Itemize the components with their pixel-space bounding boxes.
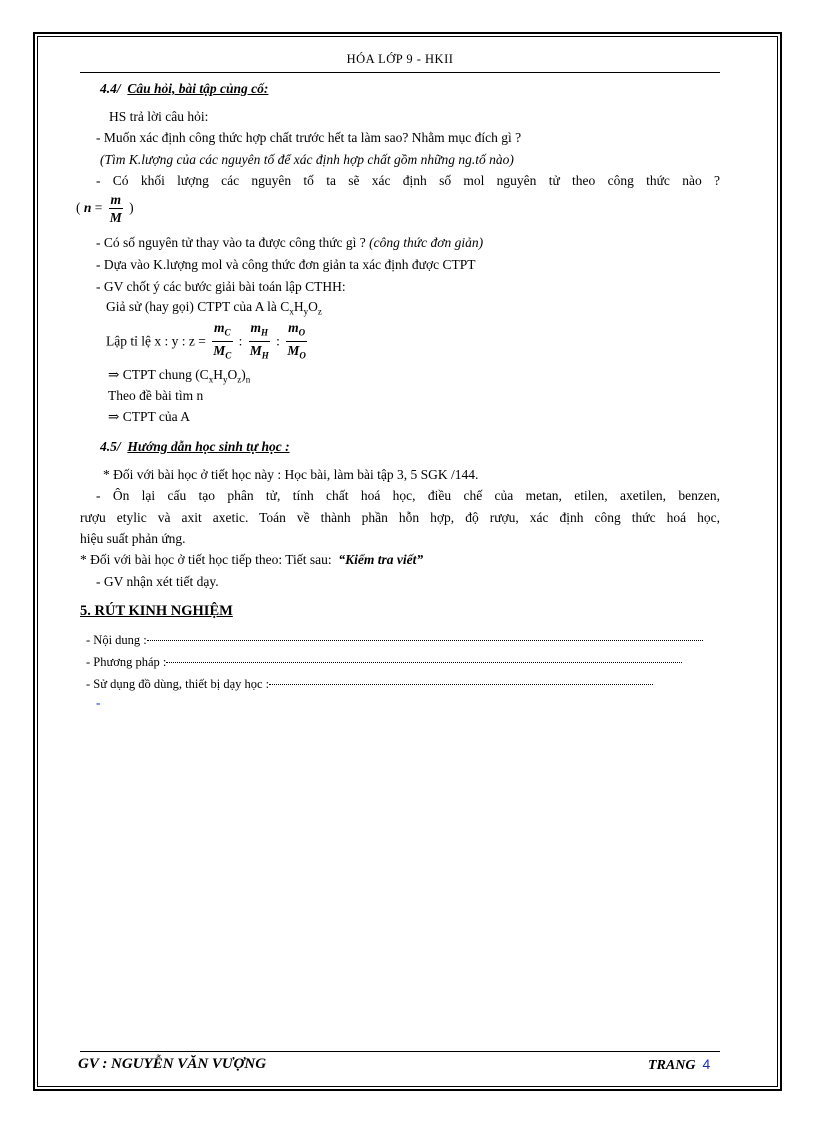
section-4-4-heading bbox=[100, 80, 268, 98]
self-study-3: * Đối với bài học ở tiết học tiếp theo: Tiết sau: “Kiểm tra viết” bbox=[80, 552, 424, 567]
question-4: - Dựa vào K.lượng mol và công thức đơn giản ta xác định được CTPT bbox=[96, 257, 476, 272]
footer-page: TRANG 4 bbox=[648, 1056, 711, 1073]
field-method: - Phương pháp : bbox=[86, 654, 682, 671]
field-equipment: - Sử dụng đồ dùng, thiết bị dạy học : bbox=[86, 676, 653, 693]
section-4-4-number: 4.4/ bbox=[100, 81, 121, 96]
page-number: 4 bbox=[702, 1056, 711, 1072]
footer-rule bbox=[80, 1051, 720, 1052]
question-2: - Có khối lượng các nguyên tố ta sẽ xác định số mol nguyên tử theo công thức nào ? bbox=[96, 173, 720, 188]
section-4-4-title: Câu hỏi, bài tập củng cố: bbox=[127, 81, 269, 96]
section-4-5-heading: 4.5/ Hướng dẫn học sinh tự học : bbox=[100, 439, 290, 454]
fraction-mh-over-Mh: $\frac{m_H}{M_H}$ bbox=[249, 320, 269, 361]
answer-1: (Tìm K.lượng của các nguyên tố để xác định hợp chất gồm những ng.tố nào) bbox=[100, 152, 514, 167]
suppose-line: Giả sử (hay gọi) CTPT của A là $C_xH_yO_z$ bbox=[106, 299, 322, 317]
section-5-heading: 5. RÚT KINH NGHIỆM bbox=[80, 603, 233, 619]
self-study-2a: - Ôn lại cấu tạo phân tử, tính chất hoá học, điều chế của metan, etilen, axetilen, benzen, bbox=[96, 488, 720, 503]
general-formula-line: ⇒ CTPT chung $(C_xH_yO_z)_n$ bbox=[108, 367, 251, 385]
result-line: ⇒ CTPT của A bbox=[108, 409, 190, 424]
question-3: - Có số nguyên tử thay vào ta được công thức gì ? (công thức đơn giản) bbox=[96, 235, 484, 250]
header-rule bbox=[80, 72, 720, 73]
question-5: - GV chốt ý các bước giải bài toán lập CTHH: bbox=[96, 279, 346, 294]
page-header: HÓA LỚP 9 - HKII bbox=[346, 52, 454, 66]
self-study-1: * Đối với bài học ở tiết học này : Học bài, làm bài tập 3, 5 SGK /144. bbox=[103, 467, 479, 482]
fraction-mc-over-Mc: $\frac{m_C}{M_C}$ bbox=[213, 320, 232, 361]
fraction-m-over-M: $\frac{m}{M}$ bbox=[109, 191, 122, 225]
self-study-4: - GV nhận xét tiết dạy. bbox=[96, 574, 219, 589]
intro-line: HS trả lời câu hỏi: bbox=[109, 109, 209, 124]
footer-author: GV : NGUYỄN VĂN VƯỢNG bbox=[78, 1056, 267, 1072]
ratio-formula: Lập tỉ lệ x : y : z = $\frac{m_C}{M_C}$ : $\frac{m_H}{M_H}$ : $\frac{m_O}{M_O}$ bbox=[106, 320, 310, 364]
empty-bullet: - bbox=[96, 695, 101, 710]
field-content: - Nội dung : bbox=[86, 632, 703, 649]
self-study-2b: rượu etylic và axit axetic. Toán về thành phần hỗn hợp, độ rượu, xác định công thức hoá học, bbox=[80, 510, 720, 525]
question-1: - Muốn xác định công thức hợp chất trước hết ta làm sao? Nhằm mục đích gì ? bbox=[96, 130, 522, 145]
fraction-mo-over-Mo: $\frac{m_O}{M_O}$ bbox=[287, 320, 306, 361]
self-study-2c: hiệu suất phản ứng. bbox=[80, 531, 186, 546]
formula-mol: ( n = $\frac{m}{M}$ ) bbox=[76, 191, 134, 225]
find-n-line: Theo đề bài tìm n bbox=[108, 388, 204, 403]
